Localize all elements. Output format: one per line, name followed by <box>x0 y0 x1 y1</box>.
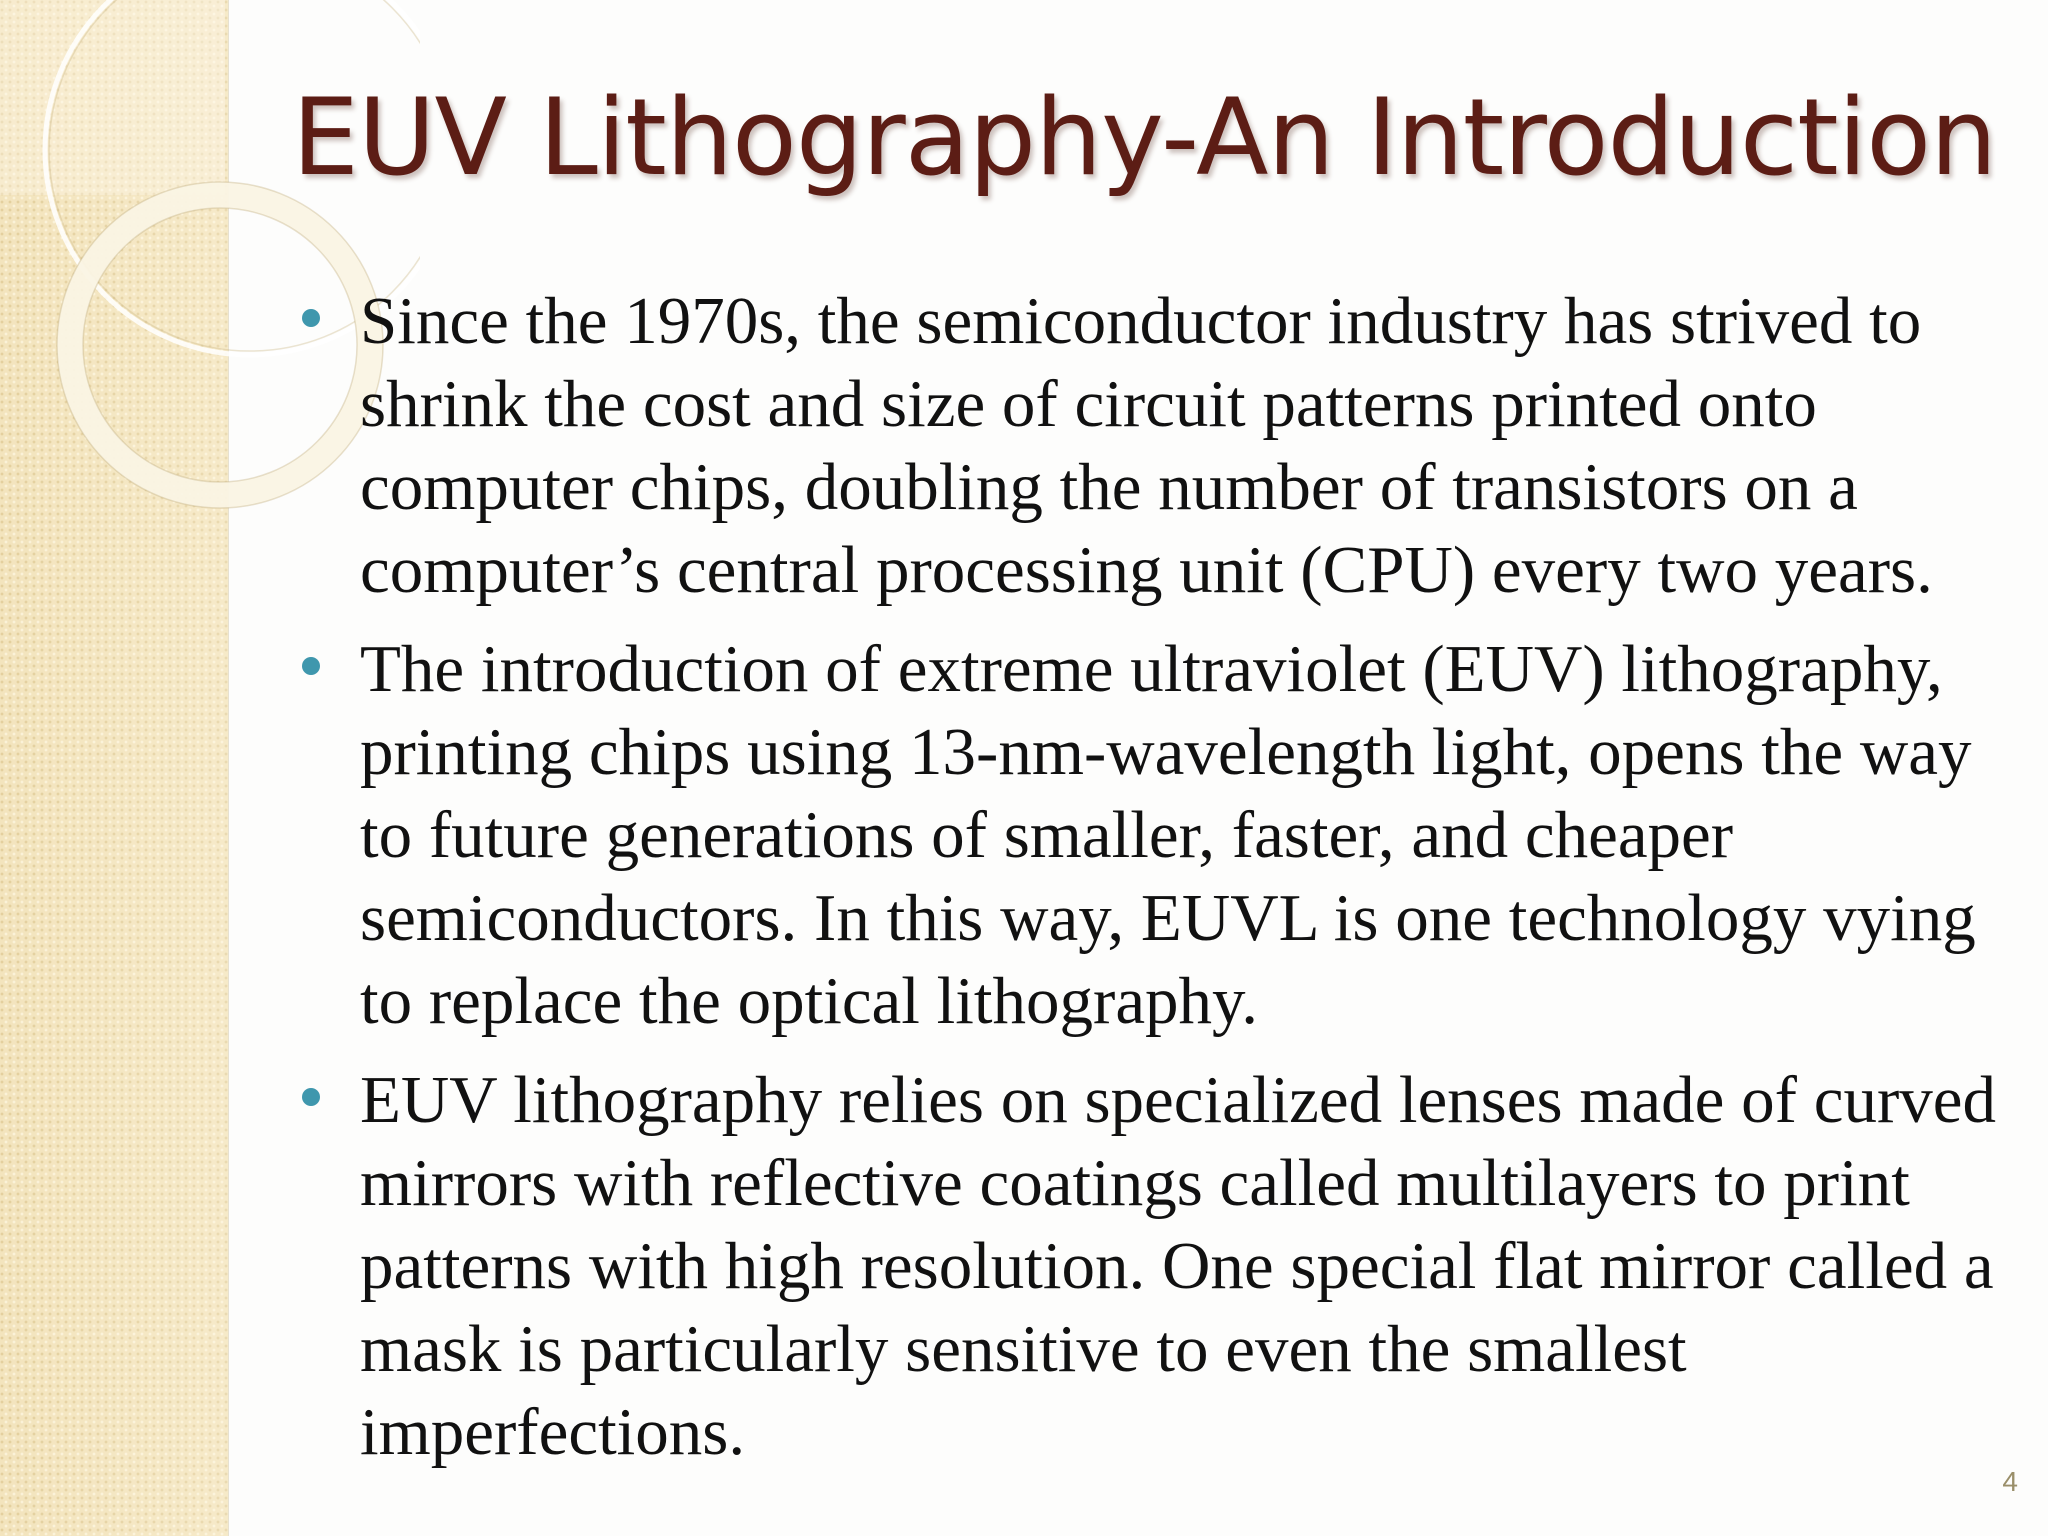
bullet-dot-icon <box>302 657 320 675</box>
bullet-item <box>296 628 1996 1043</box>
bullet-item <box>296 280 1996 612</box>
bullet-dot-icon <box>302 1088 320 1106</box>
bullet-text: Since the 1970s, the semiconductor industry has strived to shrink the cost and size of circuit patterns printed onto computer chips, doubling the number of transistors on a computer’s central processing unit (CPU) every two years. <box>360 284 1933 607</box>
bullet-text: The introduction of extreme ultraviolet (EUV) lithography, printing chips using 13-nm-wavelength light, opens the way to future generations of smaller, faster, and cheaper semiconductors. In this way, EUVL is one technology vying to replace the optical lithography. <box>360 632 1976 1038</box>
bullet-item <box>296 1059 1996 1474</box>
slide-title: EUV Lithography-An Introduction <box>292 76 1997 199</box>
bullet-text: EUV lithography relies on specialized lenses made of curved mirrors with reflective coatings called multilayers to print patterns with high resolution. One special flat mirror called a mask is particularly sensitive to even the smallest imperfections. <box>360 1063 1997 1469</box>
bullet-dot-icon <box>302 309 320 327</box>
decorative-side-band <box>0 0 229 1536</box>
bullet-list <box>296 280 1996 1490</box>
page-number: 4 <box>2002 1466 2018 1497</box>
side-band-glow <box>0 0 228 1536</box>
